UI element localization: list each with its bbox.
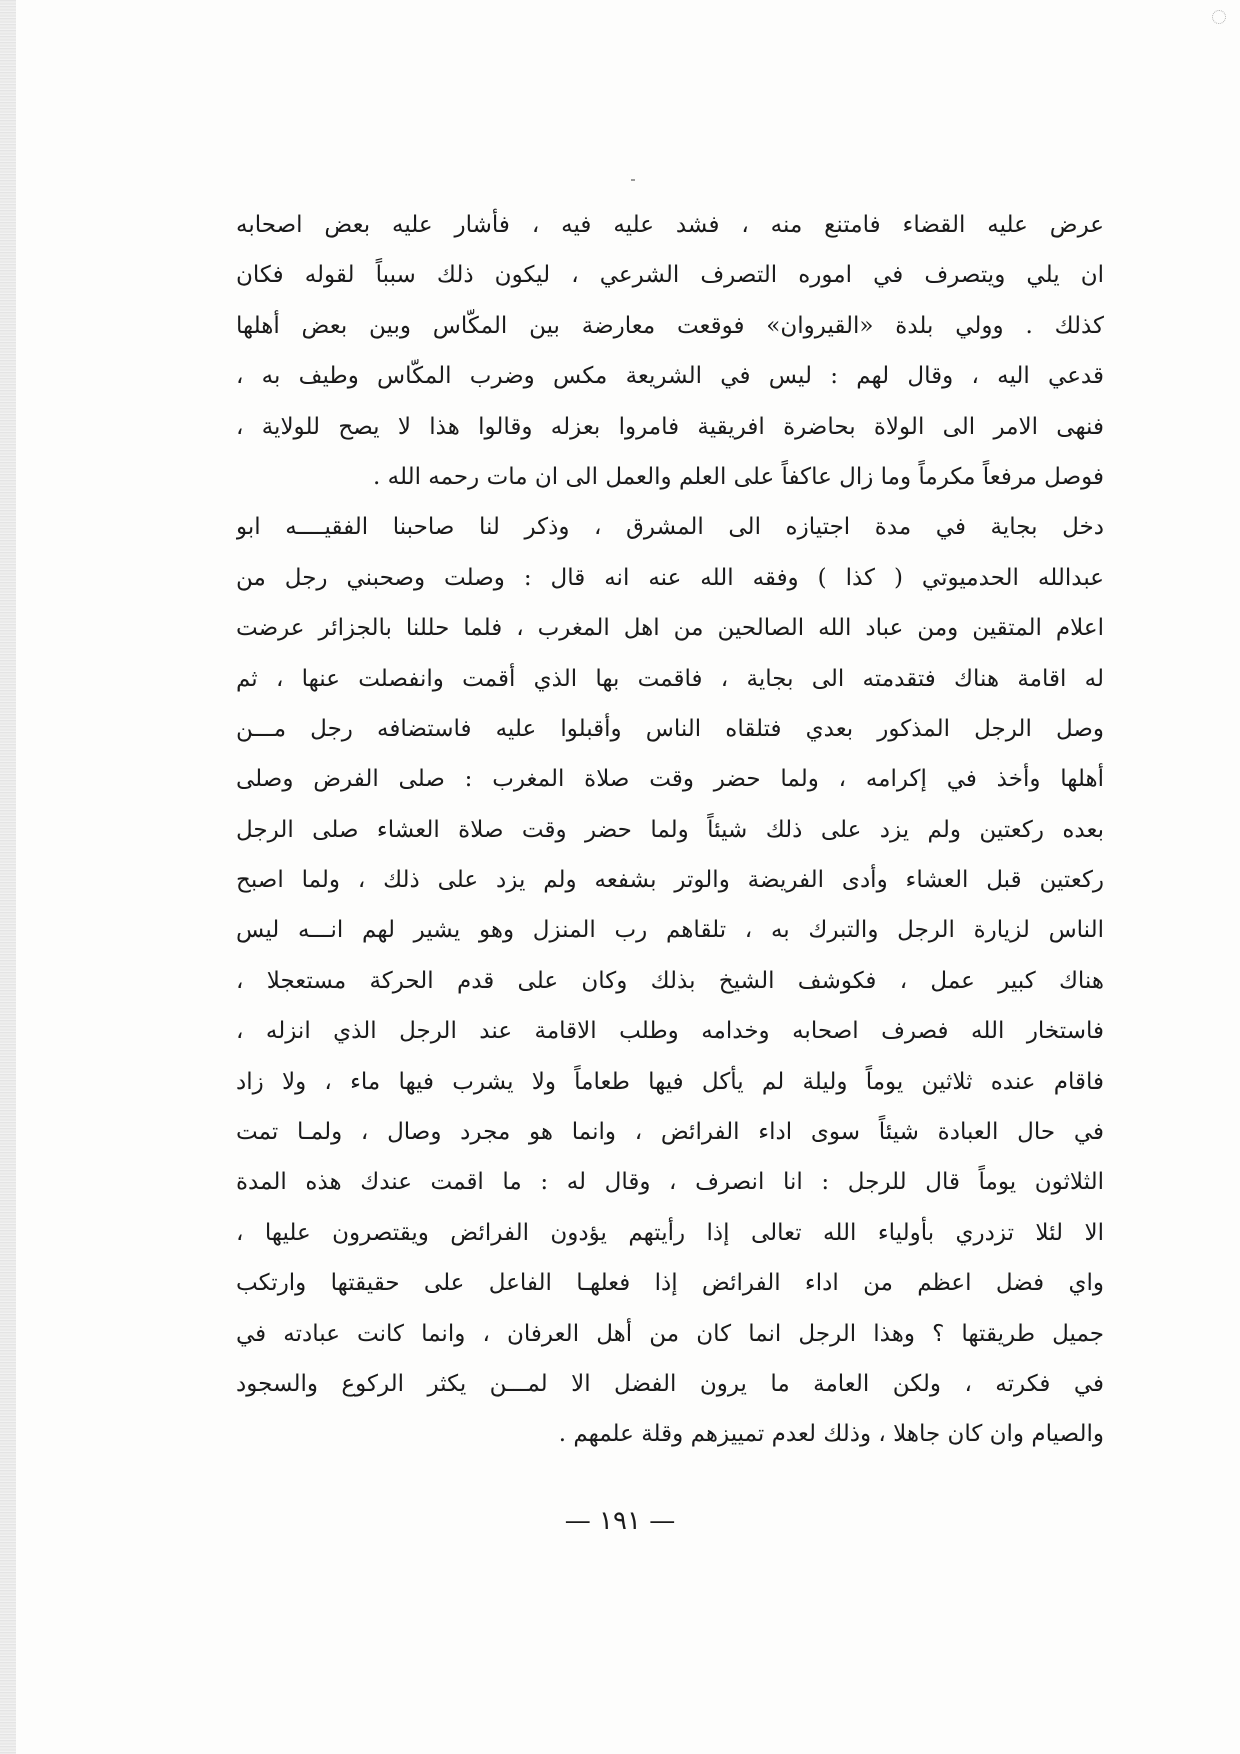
text-line: ركعتين قبل العشاء وأدى الفريضة والوتر بشفعه ولم يزد على ذلك ، ولما اصبح <box>236 867 1104 894</box>
text-line: فنهى الامر الى الولاة بحاضرة افريقية فامروا بعزله وقالوا هذا لا يصح للولاية ، <box>236 413 1104 440</box>
text-line: بعده ركعتين ولم يزد على ذلك شيئاً ولما حضر وقت صلاة العشاء صلى الرجل <box>236 816 1104 843</box>
page-number: — ١٩١ — <box>564 1506 676 1536</box>
text-line: أهلها وأخذ في إكرامه ، ولما حضر وقت صلاة المغرب : صلى الفرض وصلى <box>236 766 1104 793</box>
text-line: فوصل مرفعاً مكرماً وما زال عاكفاً على العلم والعمل الى ان مات رحمه الله . <box>373 463 1104 490</box>
text-line: هناك كبير عمل ، فكوشف الشيخ بذلك وكان على قدم الحركة مستعجلا ، <box>236 967 1104 994</box>
top-dot <box>631 179 635 181</box>
text-line: دخل بجاية في مدة اجتيازه الى المشرق ، وذكر لنا صاحبنا الفقيــــه ابو <box>236 514 1104 541</box>
text-line: في حال العبادة شيئاً سوى اداء الفرائض ، وانما هو مجرد وصال ، ولمـا تمت <box>236 1119 1104 1146</box>
text-line: واي فضل اعظم من اداء الفرائض إذا فعلهـا الفاعل على حقيقتها وارتكب <box>236 1270 1104 1297</box>
text-line: الثلاثون يوماً قال للرجل : انا انصرف ، وقال له : ما اقمت عندك هذه المدة <box>236 1169 1104 1196</box>
text-line: اعلام المتقين ومن عباد الله الصالحين من اهل المغرب ، فلما حللنا بالجزائر عرضت <box>236 615 1104 642</box>
text-line: له اقامة هناك فتقدمته الى بجاية ، فاقمت بها الذي أقمت وانفصلت عنها ، ثم <box>236 665 1104 692</box>
text-line: الناس لزيارة الرجل والتبرك به ، تلقاهم رب المنزل وهو يشير لهم انـــه ليس <box>236 917 1104 944</box>
text-line: عبدالله الحدميوتي ( كذا ) وفقه الله عنه انه قال : وصلت وصحبني رجل من <box>236 564 1104 591</box>
corner-mark <box>1212 10 1226 24</box>
text-line: وصل الرجل المذكور بعدي فتلقاه الناس وأقبلوا عليه فاستضافه رجل مـــن <box>236 715 1104 742</box>
text-line: في فكرته ، ولكن العامة ما يرون الفضل الا لمـــن يكثر الركوع والسجود <box>236 1370 1104 1397</box>
body-text <box>236 200 1104 1460</box>
text-line: ُعرض عليه القضاء فامتنع منه ، فشد عليه فيه ، فأشار عليه بعض اصحابه <box>236 212 1104 238</box>
text-line: فاقام عنده ثلاثين يوماً وليلة لم يأكل فيها طعاماً ولا يشرب فيها ماء ، ولا زاد <box>236 1068 1104 1095</box>
text-line: كذلك . وولي بلدة «القيروان» فوقعت معارضة بين المكّاس وبين بعض أهلها <box>236 312 1104 339</box>
text-line: ان يلي ويتصرف في اموره التصرف الشرعي ، ليكون ذلك سبباً لقوله فكان <box>236 262 1104 289</box>
text-line: جميل طريقتها ؟ وهذا الرجل انما كان من أهل العرفان ، وانما كانت عبادته في <box>236 1320 1104 1347</box>
text-line: والصيام وان كان جاهلا ، وذلك لعدم تمييزهم وقلة علمهم . <box>558 1421 1104 1448</box>
scan-edge <box>0 0 16 1754</box>
text-line: الا لئلا تزدري بأولياء الله تعالى إذا رأيتهم يؤدون الفرائض ويقتصرون عليها ، <box>236 1219 1104 1246</box>
text-line: قدعي اليه ، وقال لهم : ليس في الشريعة مكس وضرب المكّاس وطيف به ، <box>236 363 1104 390</box>
text-line: فاستخار الله فصرف اصحابه وخدامه وطلب الاقامة عند الرجل الذي انزله ، <box>236 1018 1104 1045</box>
